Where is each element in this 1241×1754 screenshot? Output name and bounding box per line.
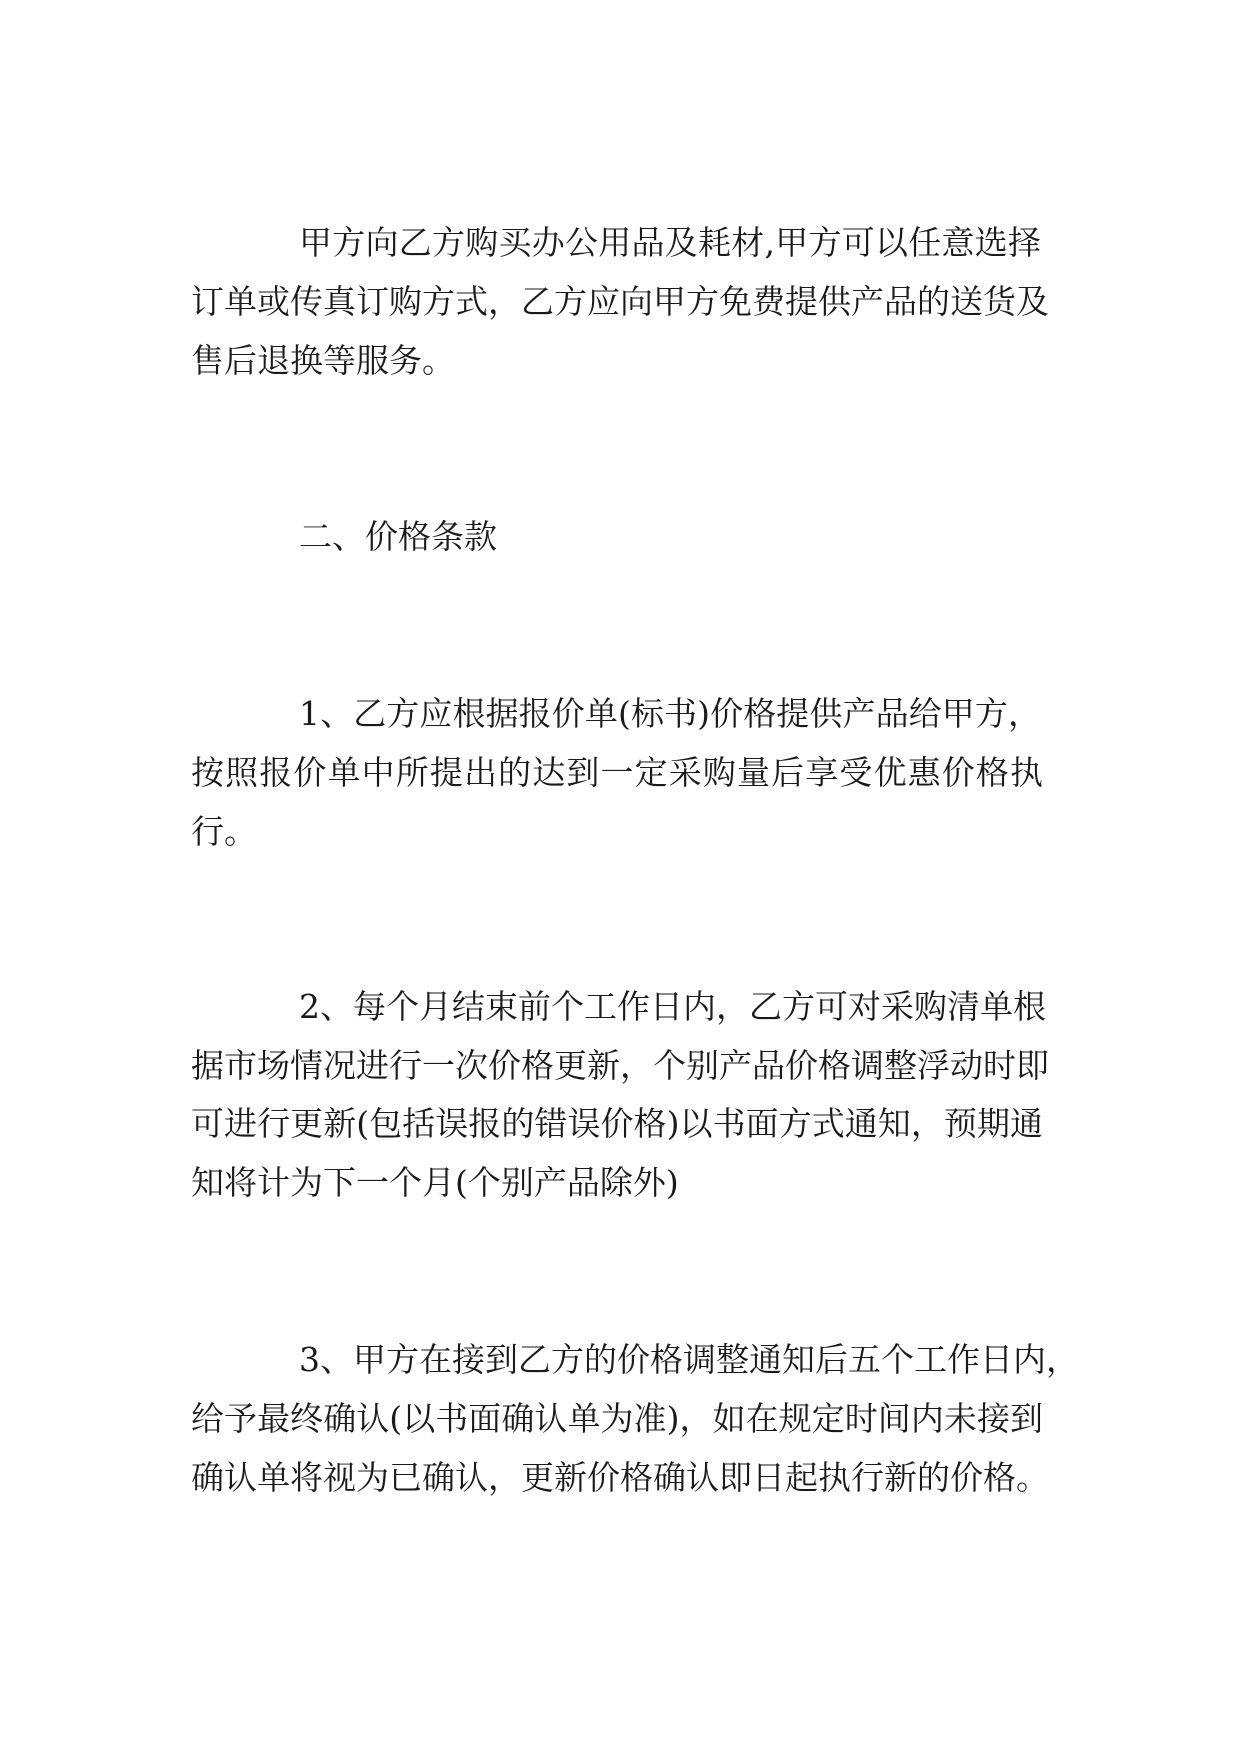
text-line-content: 2、每个月结束前个工作日内，乙方可对采购清单根 xyxy=(299,987,1046,1026)
text-line-content: 确认单将视为已确认，更新价格确认即日起执行新的价格。 xyxy=(191,1458,1049,1497)
text-line-content: 行。 xyxy=(191,812,257,851)
section-heading-text: 二、价格条款 xyxy=(299,517,497,556)
text-line-content: 3、甲方在接到乙方的价格调整通知后五个工作日内， xyxy=(299,1340,1079,1379)
text-line-content: 1、乙方应根据报价单(标书)价格提供产品给甲方， xyxy=(299,694,1041,733)
text-line-content: 订单或传真订购方式，乙方应向甲方免费提供产品的送货及 xyxy=(191,282,1049,321)
text-line-content: 甲方向乙方购买办公用品及耗材,甲方可以任意选择 xyxy=(299,223,1041,262)
text-line-content: 按照报价单中所提出的达到一定采购量后享受优惠价格执 xyxy=(191,753,1043,792)
text-line-content: 据市场情况进行一次价格更新，个别产品价格调整浮动时即 xyxy=(191,1046,1049,1085)
text-line-content: 可进行更新(包括误报的错误价格)以书面方式通知，预期通 xyxy=(191,1104,1043,1143)
text-line-content: 知将计为下一个月(个别产品除外) xyxy=(191,1163,679,1202)
text-line-content: 给予最终确认(以书面确认单为准)，如在规定时间内未接到 xyxy=(191,1399,1043,1438)
text-line-content: 售后退换等服务。 xyxy=(191,341,455,380)
